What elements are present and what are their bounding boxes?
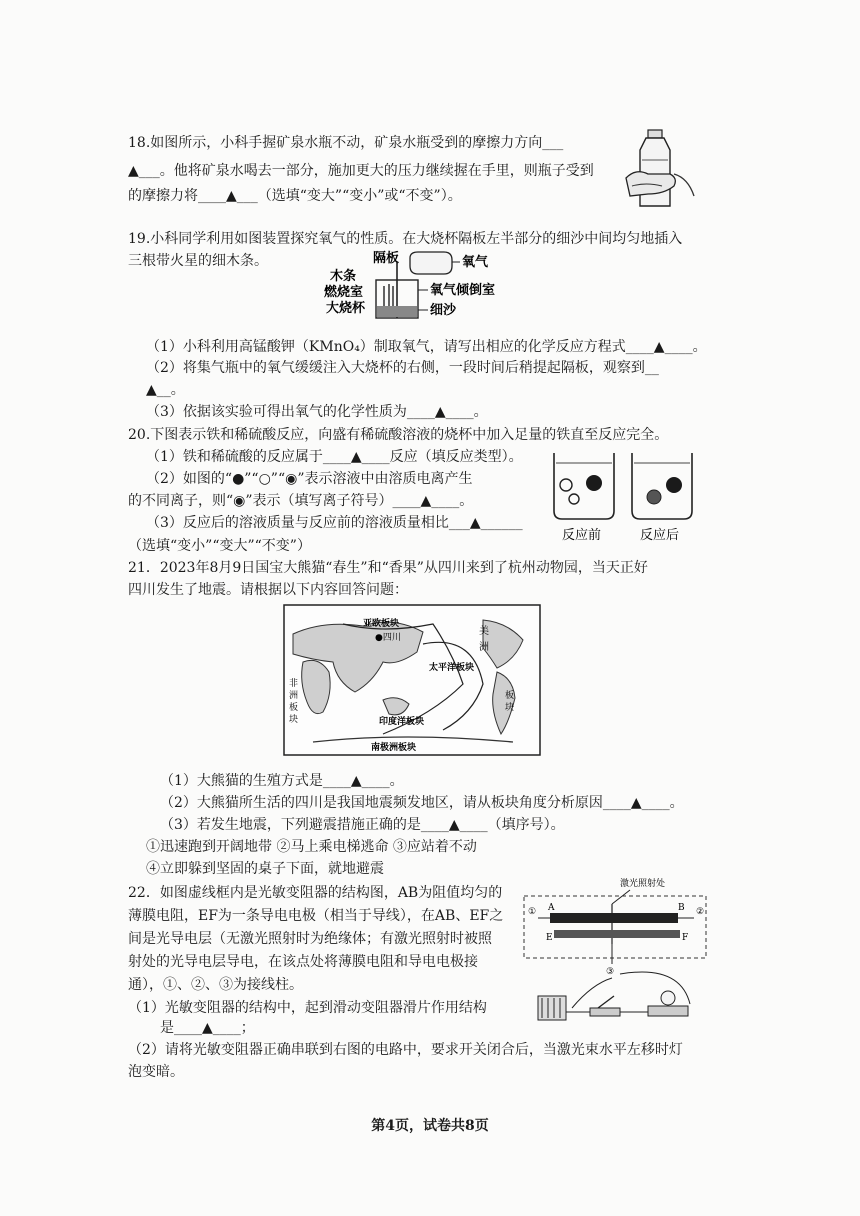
label-africa-4: 块 [289,715,299,725]
q20-line-2: （1）铁和稀硫酸的反应属于____▲____反应（填反应类型）。 [146,449,523,465]
label-sichuan: ●四川 [375,633,401,643]
label-africa-3: 板 [289,703,299,713]
q19-line-1: 19.小科同学利用如图装置探究氧气的性质。在大烧杯隔板左半部分的细沙中间均匀地插入 [128,231,683,247]
q21-options-2: ④立即躲到坚固的桌子下面，就地避震 [146,861,384,877]
label-after-reaction: 反应后 [640,528,680,543]
q19-sub-3: （3）依据该实验可得出氧气的化学性质为____▲____。 [146,404,488,420]
label-sand: 细沙 [430,303,457,318]
label-africa-2: 洲 [289,691,299,701]
label-before-reaction: 反应前 [562,528,602,543]
q22-line-9: 泡变暗。 [128,1064,184,1080]
label-laser-spot: 激光照射处 [620,879,666,889]
plate-tectonics-map [283,604,541,756]
q22-line-6: （1）光敏变阻器的结构中，起到滑动变阻器滑片作用结构 [128,1000,487,1016]
terminal-1: ① [528,907,537,917]
label-antarctic-plate: 南极洲板块 [371,743,417,753]
q19-sub-1: （1）小科利用高锰酸钾（KMnO₄）制取氧气，请写出相应的化学反应方程式____▲____。 [146,339,707,355]
q19-line-2: 三根带火星的细木条。 [128,253,268,269]
q22-line-5: 通），①、②、③为接线柱。 [128,977,303,993]
page-footer: 第4页，试卷共8页 [371,1118,489,1134]
q19-sub-2b: ▲__。 [146,382,185,398]
reaction-beakers-figure [546,447,706,547]
q21-sub-1: （1）大熊猫的生殖方式是____▲____。 [160,773,404,789]
label-F: F [682,933,689,943]
q19-sub-2: （2）将集气瓶中的氧气缓缓注入大烧杯的右侧，一段时间后稍提起隔板，观察到__ [146,360,659,376]
q20-line-3: （2）如图的“●”“○”“◉”表示溶液中由溶质电离产生 [146,471,473,487]
q20-line-6: （选填“变小”“变大”“不变”） [128,538,311,554]
label-africa-1: 非 [289,679,299,689]
label-beaker: 大烧杯 [326,301,366,316]
q22-line-3: 间是光导电层（无激光照射时为绝缘体；有激光照射时被照 [128,931,492,947]
q18-line-3: 的摩擦力将____▲___（选填“变大”“变小”或“不变”）。 [128,188,462,204]
q20-line-1: 20.下图表示铁和稀硫酸反应，向盛有稀硫酸溶液的烧杯中加入足量的铁直至反应完全。 [128,427,669,443]
label-americas-plate-1: 板 [505,691,515,701]
photoresistor-circuit-figure [520,874,720,1034]
q21-sub-3: （3）若发生地震，下列避震措施正确的是____▲____（填序号）。 [160,817,565,833]
label-A: A [548,903,555,913]
q21-line-2: 四川发生了地震。请根据以下内容回答问题： [128,582,408,598]
q22-line-2: 薄膜电阻，EF为一条导电电极（相当于导线），在AB、EF之 [128,908,504,924]
q22-line-8: （2）请将光敏变阻器正确串联到右图的电路中，要求开关闭合后，当激光束水平左移时灯 [128,1042,683,1058]
q21-options-1: ①迅速跑到开阔地带 ②马上乘电梯逃命 ③应站着不动 [146,839,477,855]
q22-line-4: 射处的光导电层导电，在该点处将薄膜电阻和导电电极接 [128,954,478,970]
label-oxygen: 氧气 [462,255,489,270]
q21-sub-2: （2）大熊猫所生活的四川是我国地震频发地区，请从板块角度分析原因____▲____。 [160,795,684,811]
q22-line-7: 是____▲____； [160,1020,255,1036]
terminal-3: ③ [606,967,615,977]
q18-line-2: ▲___。他将矿泉水喝去一部分，施加更大的压力继续握在手里，则瓶子受到 [128,163,594,179]
label-B: B [678,903,685,913]
q22-line-1: 22．如图虚线框内是光敏变阻器的结构图，AB为阻值均匀的 [128,885,503,901]
label-E: E [546,933,553,943]
label-america-1: 美 [479,626,489,637]
label-indian-plate: 印度洋板块 [379,717,425,727]
label-oxygen-pour-chamber: 氧气倾倒室 [430,283,496,298]
q20-line-4: 的不同离子，则“◉”表示（填写离子符号）____▲____。 [128,493,474,509]
q18-line-1: 18.如图所示，小科手握矿泉水瓶不动，矿泉水瓶受到的摩擦力方向___ [128,135,564,151]
label-pacific-plate: 太平洋板块 [429,663,475,673]
label-america-2: 洲 [479,642,489,653]
water-bottle-figure [618,126,710,214]
q20-line-5: （3）反应后的溶液质量与反应前的溶液质量相比___▲______ [146,515,523,531]
q21-line-1: 21．2023年8月9日国宝大熊猫“春生”和“香果”从四川来到了杭州动物园，当天正好 [128,560,648,576]
label-partition: 隔板 [373,251,400,266]
label-combustion-chamber: 燃烧室 [324,285,364,300]
label-eurasian-plate: 亚欧板块 [363,619,400,629]
terminal-2: ② [696,907,705,917]
label-stick: 木条 [330,269,357,284]
label-americas-plate-2: 块 [505,703,515,713]
oxygen-apparatus-figure [318,250,518,324]
